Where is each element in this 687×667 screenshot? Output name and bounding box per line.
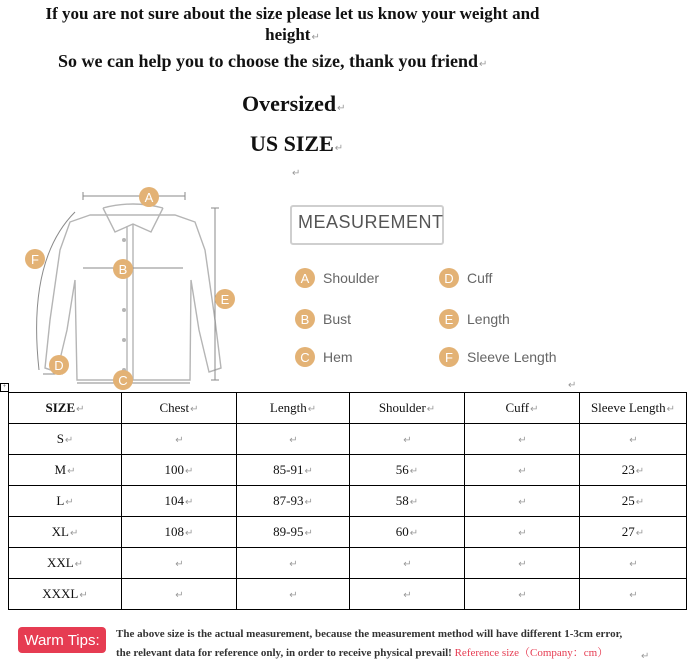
- marker-e: [215, 289, 235, 309]
- table-row: [9, 455, 687, 486]
- reference-size-note: Reference size（Company：cm）: [454, 647, 609, 659]
- warm-tips-line-1: The above size is the actual measurement, because the measurement method will have different 1-3cm error,: [116, 628, 623, 640]
- marker-f: [25, 249, 45, 269]
- help-text: So we can help you to choose the size, thank you friend↵: [58, 51, 488, 71]
- table-cell: 104↵: [122, 486, 237, 517]
- svg-text:E: E: [220, 292, 230, 307]
- table-cell: ↵: [465, 548, 580, 579]
- table-cell: XL↵: [9, 517, 122, 548]
- shirt-outline: [45, 204, 221, 380]
- legend-item-cuff: D Cuff: [439, 268, 492, 288]
- table-cell: S↵: [9, 424, 122, 455]
- header-chest: Chest↵: [122, 393, 237, 424]
- svg-text:B: B: [118, 262, 128, 277]
- svg-text:F: F: [31, 252, 39, 267]
- table-cell: 87-93↵: [237, 486, 350, 517]
- svg-text:A: A: [144, 190, 154, 205]
- marker-c: [113, 370, 133, 390]
- oversized-title: Oversized↵: [242, 91, 346, 116]
- legend-item-bust: B Bust: [295, 309, 351, 329]
- header-shoulder: Shoulder↵: [350, 393, 465, 424]
- table-cell: ↵: [465, 424, 580, 455]
- marker-b: [113, 259, 133, 279]
- marker-d: [49, 355, 69, 375]
- table-cell: ↵: [465, 579, 580, 610]
- return-mark: ↵: [479, 59, 488, 70]
- return-mark: ↵: [337, 103, 346, 114]
- table-cell: ↵: [350, 424, 465, 455]
- table-cell: ↵: [465, 517, 580, 548]
- table-cell: 23↵: [580, 455, 687, 486]
- table-cell: ↵: [350, 579, 465, 610]
- table-move-handle[interactable]: +: [0, 383, 9, 392]
- measurement-title: MEASUREMENT: [298, 212, 444, 232]
- return-mark: ↵: [568, 380, 577, 391]
- warm-tips-badge: Warm Tips:: [18, 627, 106, 653]
- return-mark: ↵: [334, 143, 344, 154]
- table-cell: 89-95↵: [237, 517, 350, 548]
- us-size-title: US SIZE↵: [250, 131, 344, 156]
- measure-markers: [25, 187, 235, 390]
- header-cuff: Cuff↵: [465, 393, 580, 424]
- table-cell: ↵: [237, 424, 350, 455]
- header-length: Length↵: [237, 393, 350, 424]
- return-mark: ↵: [292, 168, 301, 179]
- table-cell: ↵: [122, 579, 237, 610]
- legend-item-sleeve-length: F Sleeve Length: [439, 347, 557, 367]
- table-cell: 108↵: [122, 517, 237, 548]
- table-cell: 100↵: [122, 455, 237, 486]
- table-cell: 27↵: [580, 517, 687, 548]
- table-cell: ↵: [580, 424, 687, 455]
- table-cell: XXXL↵: [9, 579, 122, 610]
- table-row: [9, 579, 687, 610]
- table-cell: L↵: [9, 486, 122, 517]
- table-row: [9, 486, 687, 517]
- table-row: [9, 548, 687, 579]
- header-size: SIZE↵: [9, 393, 122, 424]
- table-cell: 25↵: [580, 486, 687, 517]
- table-cell: ↵: [350, 548, 465, 579]
- table-cell: ↵: [237, 548, 350, 579]
- header-sleeve-length: Sleeve Length↵: [580, 393, 687, 424]
- table-cell: 58↵: [350, 486, 465, 517]
- table-cell: M↵: [9, 455, 122, 486]
- legend-item-shoulder: A Shoulder: [295, 268, 379, 288]
- svg-text:D: D: [54, 358, 64, 373]
- size-table: [8, 392, 687, 610]
- table-cell: 56↵: [350, 455, 465, 486]
- table-cell: ↵: [465, 455, 580, 486]
- legend-item-hem: C Hem: [295, 347, 353, 367]
- svg-text:C: C: [118, 373, 128, 388]
- table-cell: ↵: [580, 548, 687, 579]
- table-cell: ↵: [122, 424, 237, 455]
- table-cell: ↵: [465, 486, 580, 517]
- table-cell: 85-91↵: [237, 455, 350, 486]
- table-row: [9, 517, 687, 548]
- size-advice-text: If you are not sure about the size please let us know your weight and height↵: [45, 4, 540, 44]
- legend-item-length: E Length: [439, 309, 510, 329]
- warm-tips-line-2: the relevant data for reference only, in order to receive physical prevail! Reference size（Company：cm）: [116, 647, 609, 659]
- table-cell: ↵: [122, 548, 237, 579]
- table-cell: ↵: [580, 579, 687, 610]
- table-header-row: [9, 393, 687, 424]
- shirt-buttons: [122, 238, 126, 372]
- table-cell: XXL↵: [9, 548, 122, 579]
- marker-a: [139, 187, 159, 207]
- table-cell: ↵: [237, 579, 350, 610]
- return-mark: ↵: [311, 32, 320, 43]
- table-row: [9, 424, 687, 455]
- table-cell: 60↵: [350, 517, 465, 548]
- return-mark: ↵: [641, 651, 650, 662]
